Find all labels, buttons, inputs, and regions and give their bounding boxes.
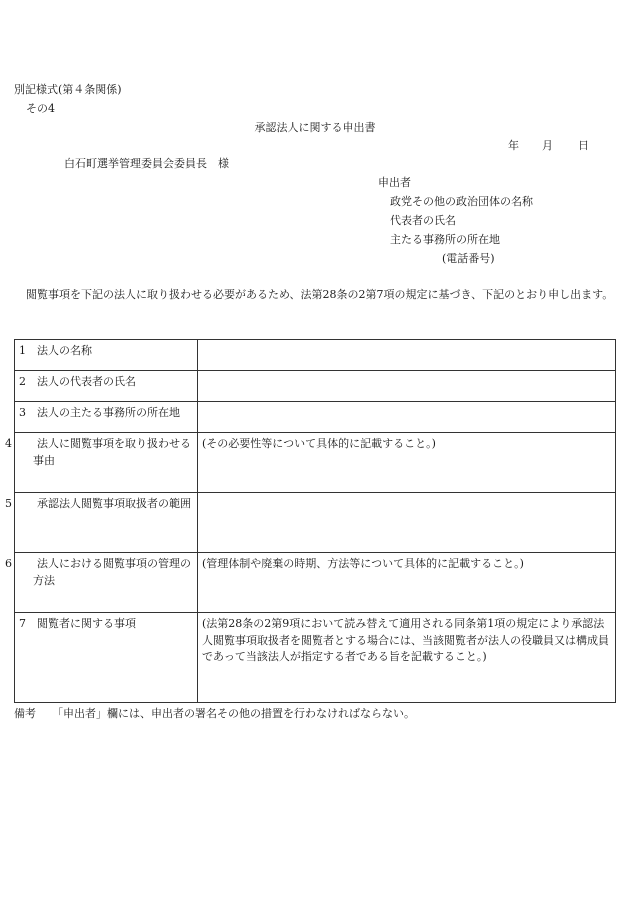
table-row [15,402,616,433]
applicant-org-name: 政党その他の政治団体の名称 [390,195,533,208]
applicant-phone: (電話番号) [442,252,495,265]
row-label: 閲覧者に関する事項 [37,617,136,630]
applicant-block [378,175,533,270]
table-row [15,613,616,703]
remarks [14,706,415,722]
row-number: 1 [19,344,26,357]
row-content [198,340,616,371]
date-year: 年 [508,139,519,152]
row-content: (法第28条の2第9項において読み替えて適用される同条第1項の規定により承認法人閲覧事項取扱者を閲覧者とする場合には、当該閲覧者が法人の役職員又は構成員であって当該法人が指定する者である旨を記載すること。) [198,613,616,703]
table-row [15,433,616,493]
items-table [5,339,616,703]
row-number: 7 [19,617,26,630]
row-label: 法人の主たる事務所の所在地 [37,406,180,419]
document-title: 承認法人に関する申出書 [254,121,376,134]
date-month: 月 [542,139,553,152]
table-row [15,340,616,371]
row-content: (その必要性等について具体的に記載すること。) [198,433,616,493]
row-content [198,371,616,402]
row-number: 3 [19,406,26,419]
table-row [15,371,616,402]
row-label: 法人の代表者の氏名 [37,375,136,388]
date-day: 日 [578,139,589,152]
row-number: 4 [5,437,12,450]
row-label: 法人の名称 [37,344,92,357]
form-sub-number: その4 [26,102,55,115]
table-row [15,493,616,553]
remarks-text: 「申出者」欄には、申出者の署名その他の措置を行わなければならない。 [52,707,415,720]
remarks-heading: 備考 [14,707,36,720]
row-number: 6 [5,557,12,570]
form-label: 別記様式(第４条関係) [14,83,122,96]
row-content [198,402,616,433]
applicant-label: 申出者 [378,176,411,189]
date-line [0,138,630,154]
applicant-rep-name: 代表者の氏名 [390,214,456,227]
intro-paragraph: 閲覧事項を下記の法人に取り扱わせる必要があるため、法第28条の2第7項の規定に基づき、下記のとおり申し出ます。 [26,288,614,301]
row-number: 5 [5,497,12,510]
row-content: (管理体制や廃棄の時期、方法等について具体的に記載すること。) [198,553,616,613]
row-label: 法人における閲覧事項の管理の方法 [33,557,191,587]
row-label: 法人に閲覧事項を取り扱わせる事由 [33,437,191,467]
row-label: 承認法人閲覧事項取扱者の範囲 [37,497,191,510]
row-number: 2 [19,375,26,388]
table-row [15,553,616,613]
applicant-office: 主たる事務所の所在地 [390,233,500,246]
addressee: 白石町選挙管理委員会委員長 様 [64,157,229,170]
row-content [198,493,616,553]
